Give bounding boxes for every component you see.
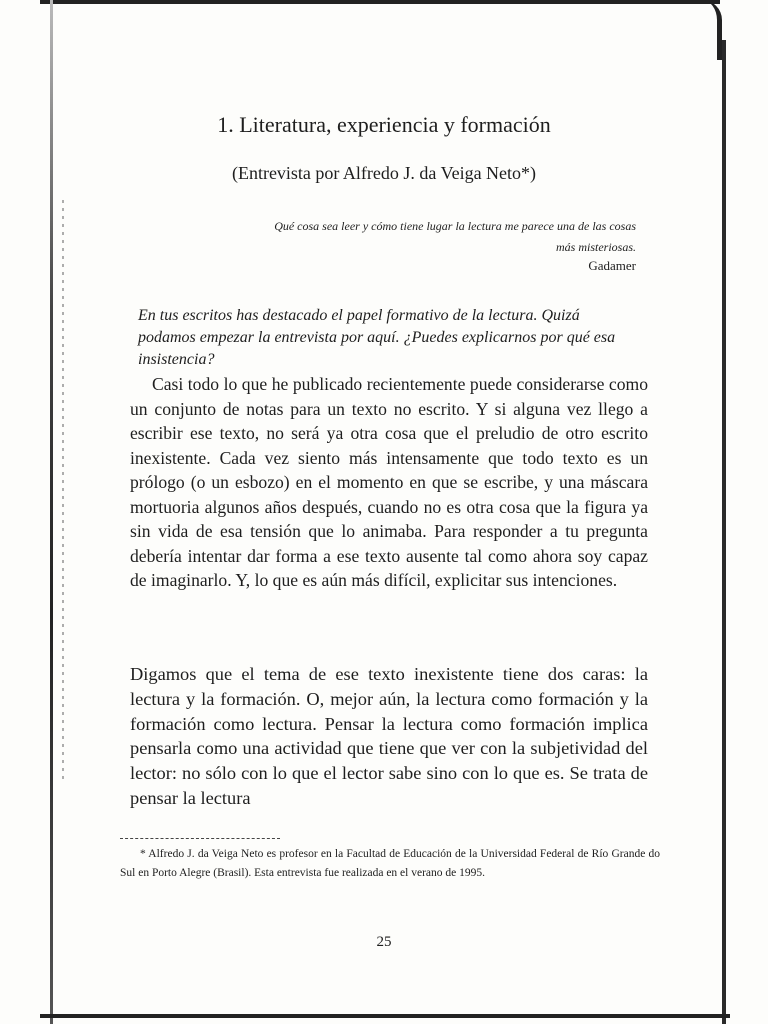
- page-number: 25: [376, 934, 392, 950]
- scan-top-edge: [40, 0, 720, 14]
- chapter-title: 1. Literatura, experiencia y formación: [217, 112, 551, 137]
- footnote-rule: [120, 838, 280, 839]
- interview-question: En tus escritos has destacado el papel formativo de la lectura. Quizá podamos empezar la entrevista por aquí. ¿Puedes explicarnos por qué esa insistencia?: [138, 307, 616, 368]
- footnote: * Alfredo J. da Veiga Neto es profesor en la Facultad de Educación de la Universidad Federal de Río Grande do Sul en Porto Alegre (Brasil). Esta entrevista fue realizada en el verano de 1995.: [120, 848, 660, 879]
- scan-bottom-edge: [40, 1014, 730, 1018]
- scan-right-edge: [722, 40, 726, 1024]
- epigraph-author: Gadamer: [588, 258, 636, 273]
- answer-paragraph-2: Digamos que el tema de ese texto inexistente tiene dos caras: la lectura y la formación. O, mejor aún, la lectura como formación y la formación como lectura. Pensar la lectura como formación implica pensarla como una actividad que tiene que ver con la subjetividad del lector: no sólo con lo que el lector sabe sino con lo que es. Se trata de pensar la lectura: [130, 664, 648, 808]
- epigraph-quote: Qué cosa sea leer y cómo tiene lugar la lectura me parece una de las cosas más misteriosas.: [274, 219, 636, 254]
- scan-binding-specks: [62, 200, 64, 780]
- chapter-subtitle: (Entrevista por Alfredo J. da Veiga Neto*): [231, 163, 537, 183]
- scan-corner-curl: [697, 0, 722, 60]
- scan-left-edge: [50, 0, 53, 1024]
- answer-paragraph-1: Casi todo lo que he publicado recientemente puede considerarse como un conjunto de notas para un texto no escrito. Y si alguna vez llego a escribir ese texto, no será ya otra cosa que el preludio de otro escrito inexistente. Cada vez siento más intensamente que todo texto es un prólogo (o un esbozo) en el momento en que se escribe, y una máscara mortuoria algunos años después, cuando no es otra cosa que la figura ya sin vida de esa tensión que lo animaba. Para responder a tu pregunta debería intentar dar forma a ese texto ausente tal como ahora soy capaz de imaginarlo. Y, lo que es aún más difícil, explicitar sus intenciones.: [130, 374, 648, 590]
